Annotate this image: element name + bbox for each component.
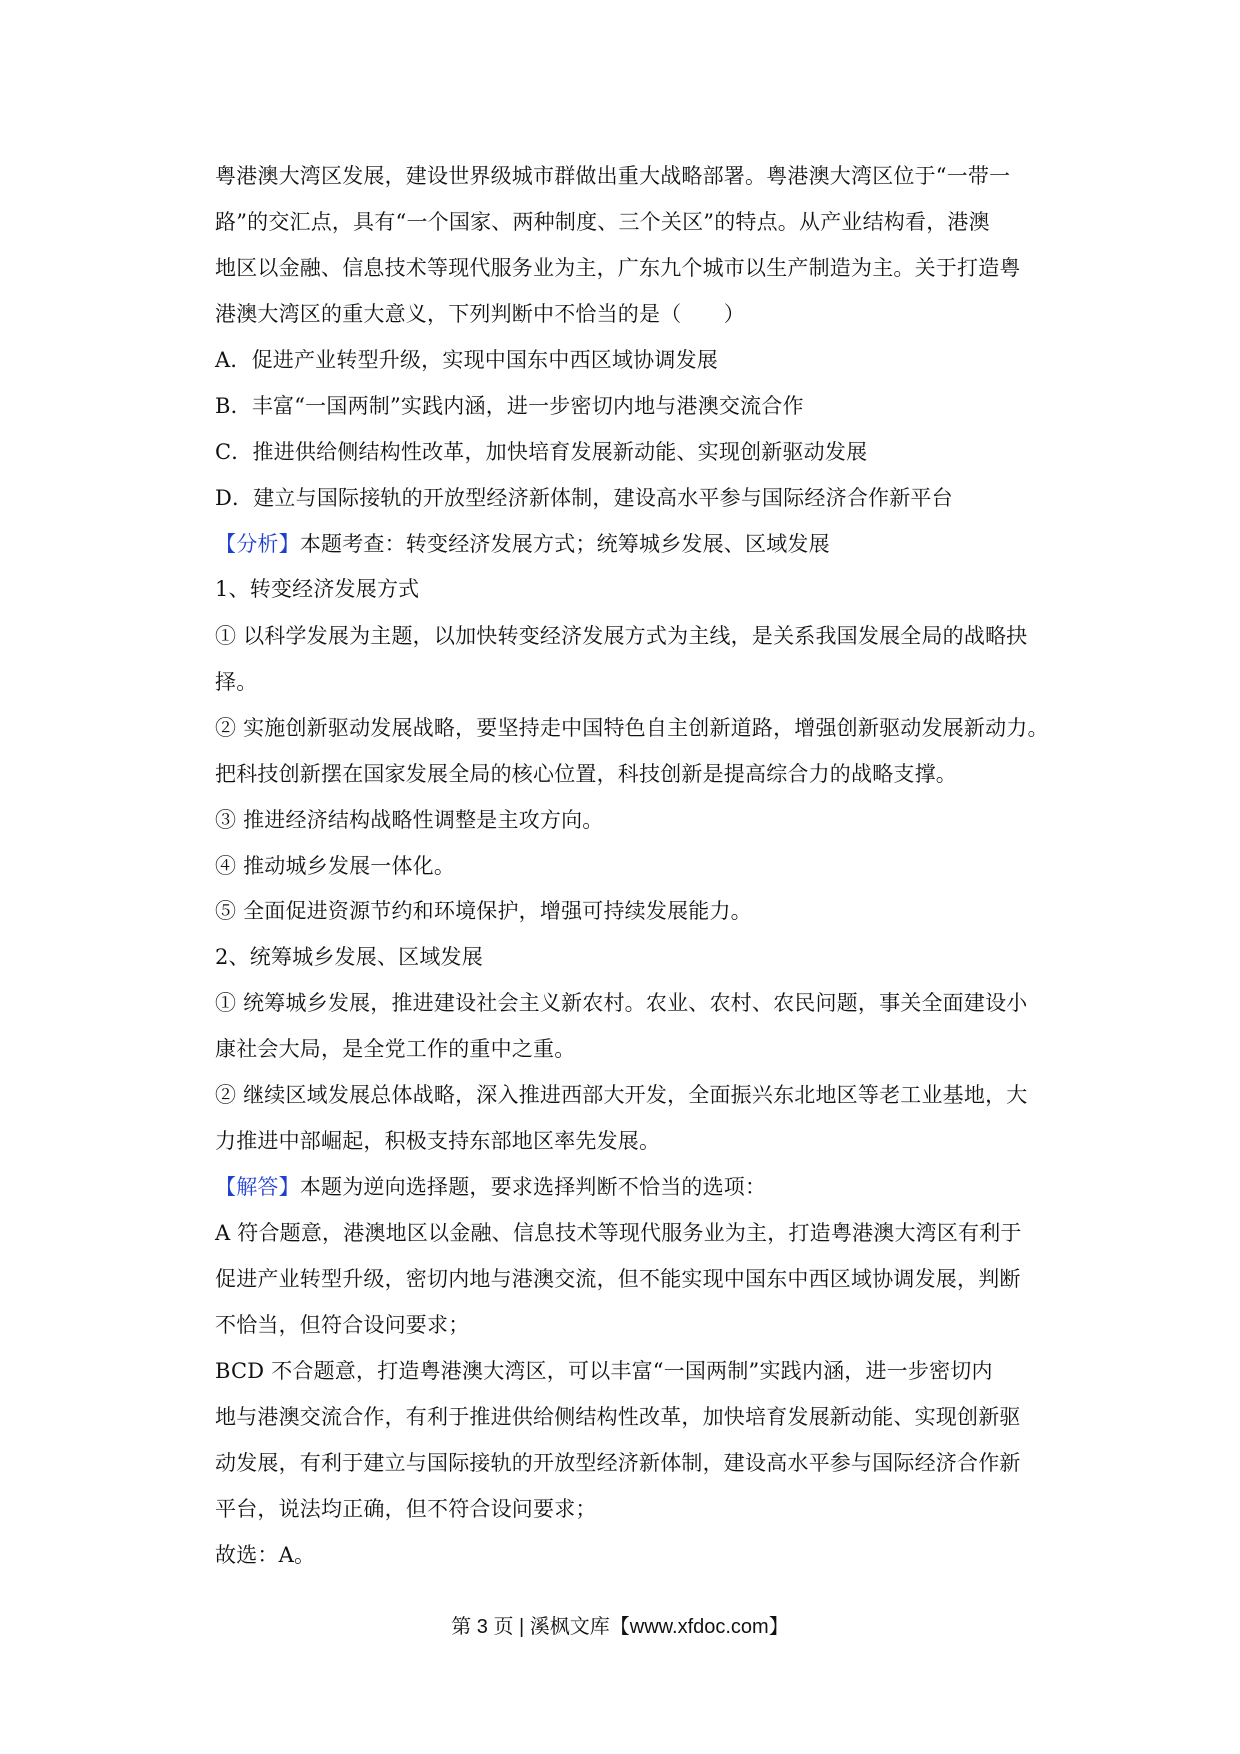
option-b: B．丰富“一国两制”实践内涵，进一步密切内地与港澳交流合作 — [215, 394, 804, 418]
answer-line: 地与港澳交流合作，有利于推进供给侧结构性改革，加快培育发展新动能、实现创新驱 — [215, 1405, 1021, 1429]
answer-line: A 符合题意，港澳地区以金融、信息技术等现代服务业为主，打造粤港澳大湾区有利于 — [215, 1221, 1022, 1245]
question-stem-line: 粤港澳大湾区发展，建设世界级城市群做出重大战略部署。粤港澳大湾区位于“一带一 — [215, 164, 1011, 188]
answer-line: 促进产业转型升级，密切内地与港澳交流，但不能实现中国东中西区域协调发展，判断 — [215, 1267, 1021, 1291]
analysis-line: ④ 推动城乡发展一体化。 — [215, 854, 456, 878]
answer-line: 动发展，有利于建立与国际接轨的开放型经济新体制，建设高水平参与国际经济合作新 — [215, 1451, 1021, 1475]
analysis-line: 康社会大局，是全党工作的重中之重。 — [215, 1037, 576, 1061]
question-stem-line: 港澳大湾区的重大意义，下列判断中不恰当的是（ ） — [215, 302, 745, 326]
option-a: A．促进产业转型升级，实现中国东中西区域协调发展 — [215, 348, 718, 372]
answer-line: 不恰当，但符合设问要求； — [215, 1313, 470, 1337]
analysis-intro: 本题考查：转变经济发展方式；统筹城乡发展、区域发展 — [299, 532, 830, 556]
answer-heading — [215, 1173, 766, 1201]
analysis-line: 2、统筹城乡发展、区域发展 — [215, 945, 483, 969]
page-footer: 第 3 页 | 溪枫文库【www.xfdoc.com】 — [451, 1616, 789, 1638]
analysis-line: ③ 推进经济结构战略性调整是主攻方向。 — [215, 808, 604, 832]
analysis-heading — [215, 530, 830, 558]
answer-line: 平台，说法均正确，但不符合设问要求； — [215, 1497, 597, 1521]
answer-intro: 本题为逆向选择题，要求选择判断不恰当的选项： — [299, 1175, 767, 1199]
analysis-line: ② 继续区域发展总体战略，深入推进西部大开发，全面振兴东北地区等老工业基地，大 — [215, 1083, 1028, 1107]
analysis-line: ② 实施创新驱动发展战略，要坚持走中国特色自主创新道路，增强创新驱动发展新动力。 — [215, 716, 1049, 740]
answer-tag: 【解答】 — [215, 1175, 300, 1199]
analysis-line: ⑤ 全面促进资源节约和环境保护，增强可持续发展能力。 — [215, 899, 752, 923]
question-stem-line: 地区以金融、信息技术等现代服务业为主，广东九个城市以生产制造为主。关于打造粤 — [215, 256, 1021, 280]
analysis-line: 1、转变经济发展方式 — [215, 577, 420, 601]
analysis-line: ① 统筹城乡发展，推进建设社会主义新农村。农业、农村、农民问题，事关全面建设小 — [215, 991, 1028, 1015]
analysis-line: ① 以科学发展为主题，以加快转变经济发展方式为主线，是关系我国发展全局的战略抉 — [215, 624, 1028, 648]
answer-line: BCD 不合题意，打造粤港澳大湾区，可以丰富“一国两制”实践内涵，进一步密切内 — [215, 1359, 993, 1383]
option-d: D．建立与国际接轨的开放型经济新体制，建设高水平参与国际经济合作新平台 — [215, 486, 953, 510]
answer-final: 故选：A。 — [215, 1543, 316, 1567]
option-c: C．推进供给侧结构性改革，加快培育发展新动能、实现创新驱动发展 — [215, 440, 868, 464]
analysis-tag: 【分析】 — [215, 532, 300, 556]
analysis-line: 把科技创新摆在国家发展全局的核心位置，科技创新是提高综合力的战略支撑。 — [215, 762, 957, 786]
analysis-line: 力推进中部崛起，积极支持东部地区率先发展。 — [215, 1129, 661, 1153]
question-stem-line: 路”的交汇点，具有“一个国家、两种制度、三个关区”的特点。从产业结构看，港澳 — [215, 210, 990, 234]
analysis-line: 择。 — [215, 670, 258, 694]
